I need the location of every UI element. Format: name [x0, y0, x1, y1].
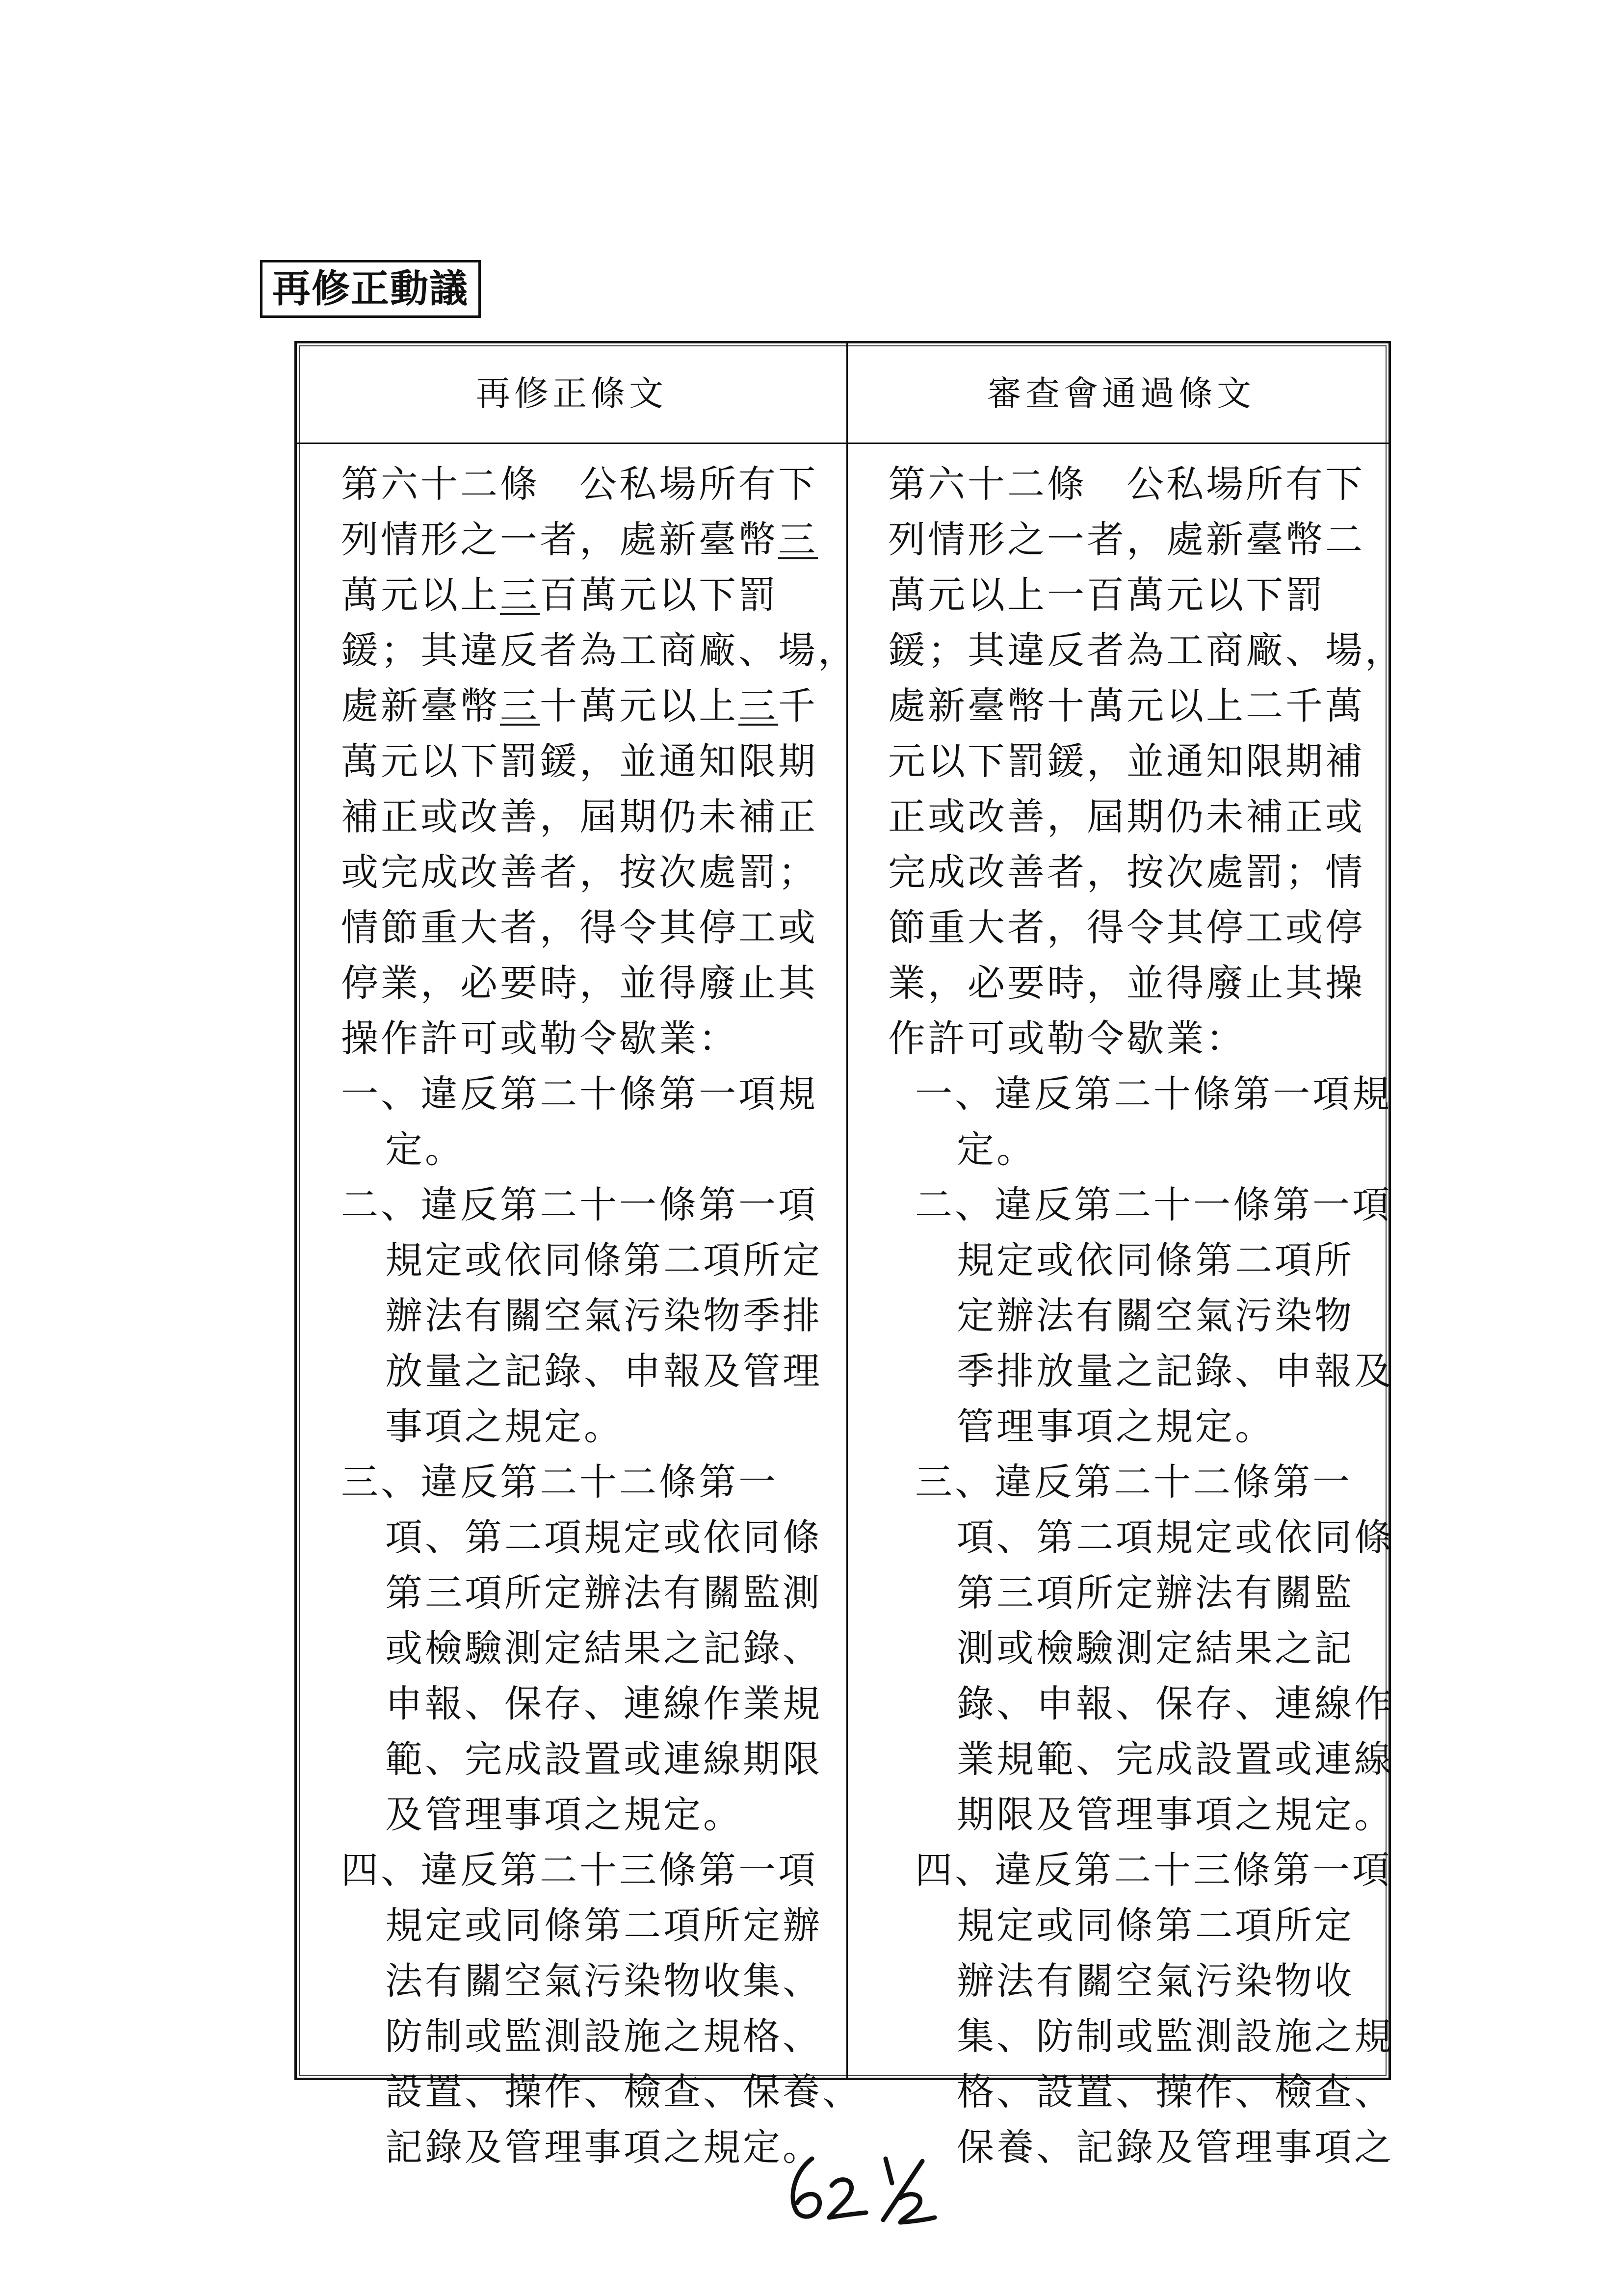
- article-line: 萬元以上一百萬元以下罰: [888, 573, 1325, 617]
- handwritten-page-number: [775, 2144, 952, 2227]
- item-line: 四、違反第二十三條第一項: [915, 1848, 1392, 1892]
- item-line: 業規範、完成設置或連線: [957, 1737, 1394, 1781]
- item-line: 第三項所定辦法有關監測: [385, 1571, 822, 1615]
- item-line: 錄、申報、保存、連線作: [957, 1682, 1394, 1725]
- item-line: 規定或依同條第二項所定: [385, 1238, 822, 1282]
- article-line: 停業，必要時，並得廢止其: [341, 961, 818, 1005]
- revised-article-column: [341, 456, 862, 2175]
- item-line: 設置、操作、檢查、保養、: [385, 2070, 862, 2113]
- item-line: 二、違反第二十一條第一項: [341, 1183, 818, 1226]
- article-line: 元以下罰鍰，並通知限期補: [888, 739, 1365, 783]
- article-line: 萬元以下罰鍰，並通知限期: [341, 739, 818, 783]
- table-header-row: [297, 343, 1388, 444]
- article-line: 節重大者，得令其停工或停: [888, 906, 1365, 949]
- item-line: 或檢驗測定結果之記錄、: [385, 1626, 822, 1670]
- header-committee-text: 審查會通過條文: [987, 373, 1255, 414]
- motion-title: 再修正動議: [260, 260, 481, 318]
- item-line: 定。: [385, 1127, 465, 1171]
- item-line: 格、設置、操作、檢查、: [957, 2070, 1394, 2113]
- comparison-table: [294, 341, 1405, 2169]
- item-line: 辦法有關空氣污染物收: [957, 1959, 1354, 2003]
- item-line: 定。: [957, 1127, 1036, 1171]
- item-line: 放量之記錄、申報及管理: [385, 1349, 822, 1393]
- item-line: 規定或同條第二項所定辦: [385, 1904, 822, 1947]
- article-line: 業，必要時，並得廢止其操: [888, 961, 1365, 1005]
- item-line: 及管理事項之規定。: [385, 1793, 743, 1836]
- item-line: 期限及管理事項之規定。: [957, 1793, 1394, 1836]
- item-line: 規定或同條第二項所定: [957, 1904, 1354, 1947]
- article-line: 鍰；其違反者為工商廠、場，: [888, 628, 1405, 672]
- item-line: 法有關空氣污染物收集、: [385, 1959, 822, 2003]
- article-line: 或完成改善者，按次處罰；: [341, 850, 818, 894]
- item-line: 申報、保存、連線作業規: [385, 1682, 822, 1725]
- item-line: 測或檢驗測定結果之記: [957, 1626, 1354, 1670]
- article-line: 列情形之一者，處新臺幣三: [341, 518, 818, 561]
- item-line: 一、違反第二十條第一項規: [915, 1072, 1392, 1116]
- header-revised-text: 再修正條文: [476, 373, 667, 414]
- article-line: 鍰；其違反者為工商廠、場，: [341, 628, 858, 672]
- committee-article-column: [888, 456, 1405, 2175]
- item-line: 四、違反第二十三條第一項: [341, 1848, 818, 1892]
- item-line: 防制或監測設施之規格、: [385, 2014, 822, 2058]
- item-line: 管理事項之規定。: [957, 1405, 1275, 1448]
- item-line: 項、第二項規定或依同條: [957, 1515, 1394, 1559]
- item-line: 事項之規定。: [385, 1405, 624, 1448]
- article-line: 列情形之一者，處新臺幣二: [888, 518, 1365, 561]
- item-line: 範、完成設置或連線期限: [385, 1737, 822, 1781]
- article-line: 第六十二條 公私場所有下: [341, 462, 818, 506]
- item-line: 記錄及管理事項之規定。: [385, 2125, 822, 2169]
- item-line: 三、違反第二十二條第一: [915, 1460, 1352, 1504]
- article-line: 情節重大者，得令其停工或: [341, 906, 818, 949]
- item-line: 集、防制或監測設施之規: [957, 2014, 1394, 2058]
- item-line: 一、違反第二十條第一項規: [341, 1072, 818, 1116]
- item-line: 規定或依同條第二項所: [957, 1238, 1354, 1282]
- article-line: 操作許可或勒令歇業：: [341, 1017, 738, 1060]
- article-line: 處新臺幣三十萬元以上三千: [341, 684, 818, 728]
- article-line: 作許可或勒令歇業：: [888, 1017, 1246, 1060]
- item-line: 季排放量之記錄、申報及: [957, 1349, 1394, 1393]
- article-line: 補正或改善，屆期仍未補正: [341, 795, 818, 838]
- article-line: 處新臺幣十萬元以上二千萬: [888, 684, 1365, 728]
- article-line: 正或改善，屆期仍未補正或: [888, 795, 1365, 838]
- item-line: 二、違反第二十一條第一項: [915, 1183, 1392, 1226]
- article-line: 萬元以上三百萬元以下罰: [341, 573, 778, 617]
- item-line: 三、違反第二十二條第一: [341, 1460, 778, 1504]
- article-line: 第六十二條 公私場所有下: [888, 462, 1365, 506]
- item-line: 項、第二項規定或依同條: [385, 1515, 822, 1559]
- article-line: 完成改善者，按次處罰；情: [888, 850, 1365, 894]
- item-line: 保養、記錄及管理事項之: [957, 2125, 1394, 2169]
- item-line: 定辦法有關空氣污染物: [957, 1294, 1354, 1337]
- item-line: 第三項所定辦法有關監: [957, 1571, 1354, 1615]
- item-line: 辦法有關空氣污染物季排: [385, 1294, 822, 1337]
